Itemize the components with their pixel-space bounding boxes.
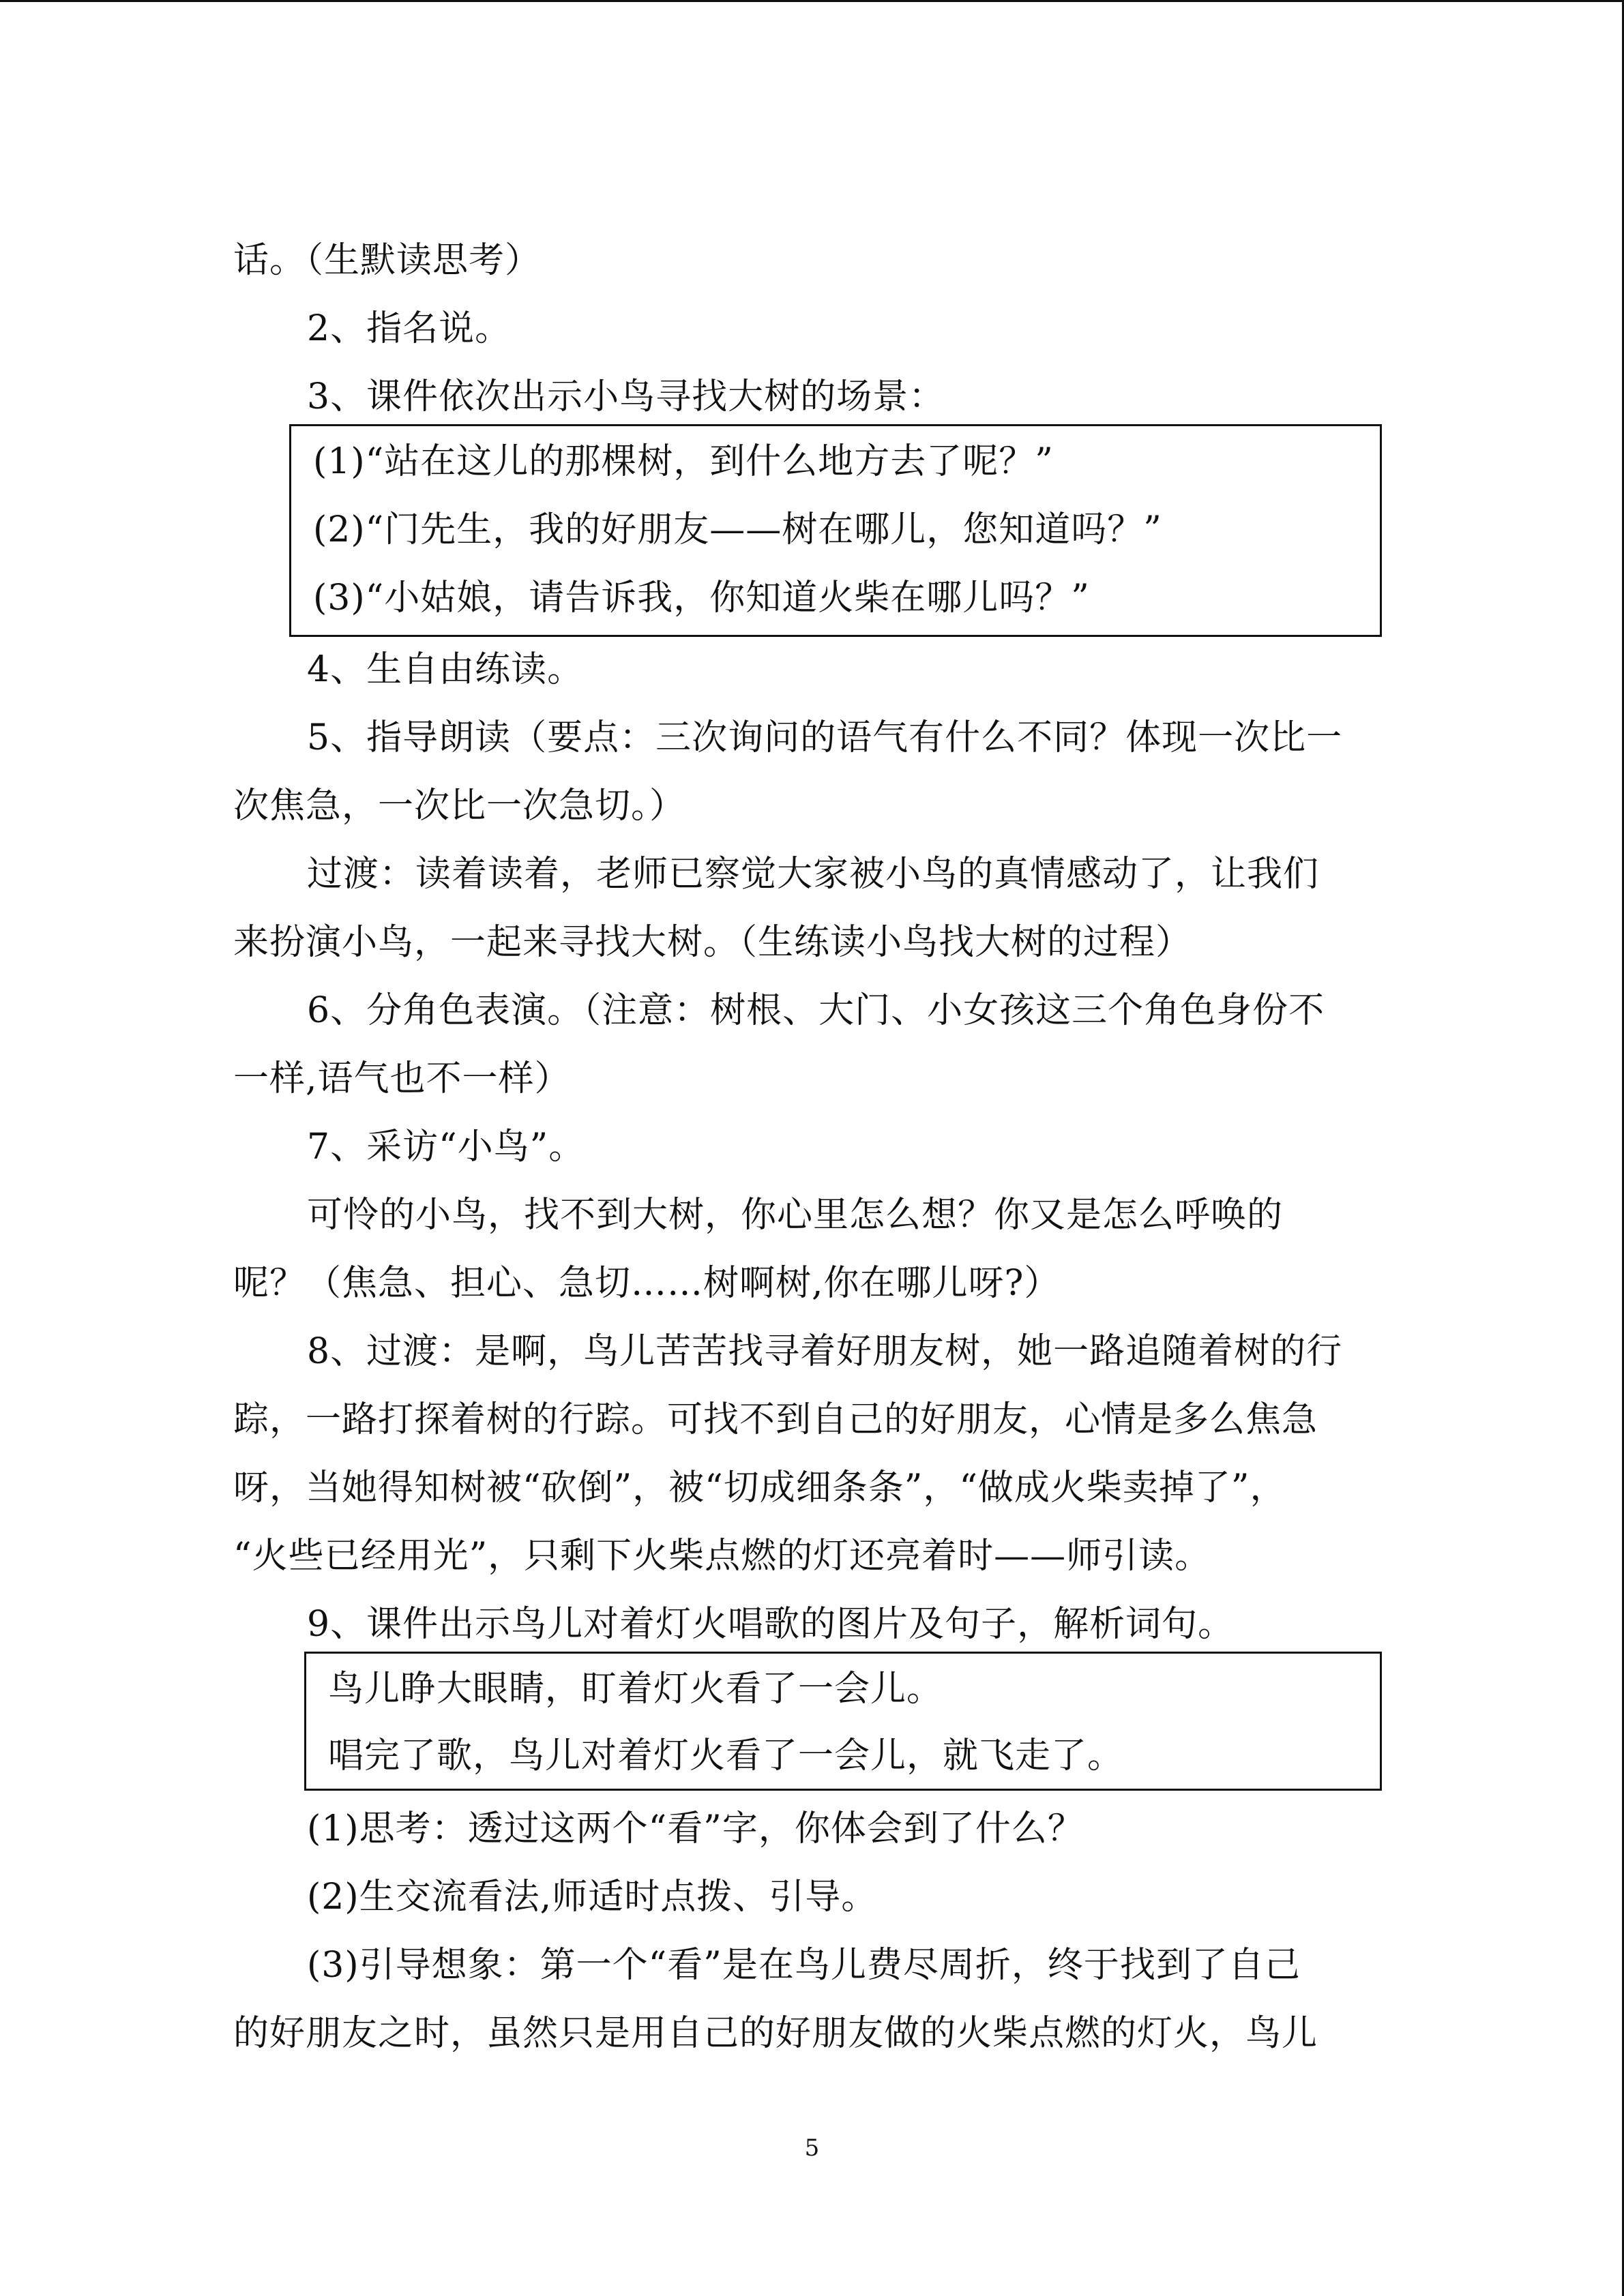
text-line: 呢？（焦急、担心、急切……树啊树,你在哪儿呀?）: [233, 1263, 1061, 1304]
text-line: (3)引导想象：第一个“看”是在鸟儿费尽周折，终于找到了自己: [307, 1945, 1301, 1986]
text-line: 次焦急，一次比一次急切。）: [233, 786, 686, 826]
quote-line: (3)“小姑娘，请告诉我，你知道火柴在哪儿吗？”: [313, 578, 1090, 618]
text-line: 过渡：读着读着，老师已察觉大家被小鸟的真情感动了，让我们: [307, 854, 1320, 895]
text-line: (1)思考：透过这两个“看”字，你体会到了什么？: [307, 1808, 1084, 1849]
text-line: 2、指名说。: [307, 308, 512, 349]
text-line: “火些已经用光”，只剩下火柴点燃的灯还亮着时——师引读。: [233, 1536, 1211, 1577]
page-number: 5: [804, 2134, 820, 2162]
text-line: 5、指导朗读（要点：三次询问的语气有什么不同？体现一次比一: [307, 717, 1343, 758]
text-line: 来扮演小鸟，一起来寻找大树。（生练读小鸟找大树的过程）: [233, 922, 1192, 963]
text-line: 的好朋友之时，虽然只是用自己的好朋友做的火柴点燃的灯火，鸟儿: [233, 2013, 1318, 2054]
quote-line: 鸟儿睁大眼睛，盯着灯火看了一会儿。: [328, 1669, 943, 1710]
text-line: 7、采访“小鸟”。: [307, 1127, 585, 1167]
text-line: 9、课件出示鸟儿对着灯火唱歌的图片及句子，解析词句。: [307, 1604, 1235, 1645]
text-line: 踪，一路打探着树的行踪。可找不到自己的好朋友，心情是多么焦急: [233, 1399, 1318, 1440]
text-line: 3、课件依次出示小鸟寻找大树的场景：: [307, 376, 945, 417]
text-line: 4、生自由练读。: [307, 649, 584, 690]
quote-box-sentences: [304, 1652, 1382, 1791]
text-line: 8、过渡：是啊，鸟儿苦苦找寻着好朋友树，她一路追随着树的行: [307, 1331, 1343, 1372]
text-line: 话。（生默读思考）: [233, 240, 542, 281]
top-border: [0, 0, 1624, 2]
text-line: 呀，当她得知树被“砍倒”，被“切成细条条”，“做成火柴卖掉了”，: [233, 1467, 1286, 1508]
quote-box-dialogues: [289, 424, 1382, 637]
quote-line: (1)“站在这儿的那棵树，到什么地方去了呢？”: [313, 441, 1054, 482]
text-line: (2)生交流看法,师适时点拨、引导。: [307, 1877, 878, 1918]
quote-line: 唱完了歌，鸟儿对着灯火看了一会儿，就飞走了。: [328, 1735, 1124, 1776]
text-line: 6、分角色表演。（注意：树根、大门、小女孩这三个角色身份不: [307, 990, 1325, 1031]
text-line: 一样,语气也不一样）: [233, 1058, 571, 1099]
quote-line: (2)“门先生，我的好朋友——树在哪儿，您知道吗？”: [313, 509, 1162, 550]
text-line: 可怜的小鸟，找不到大树，你心里怎么想？你又是怎么呼唤的: [307, 1195, 1284, 1236]
